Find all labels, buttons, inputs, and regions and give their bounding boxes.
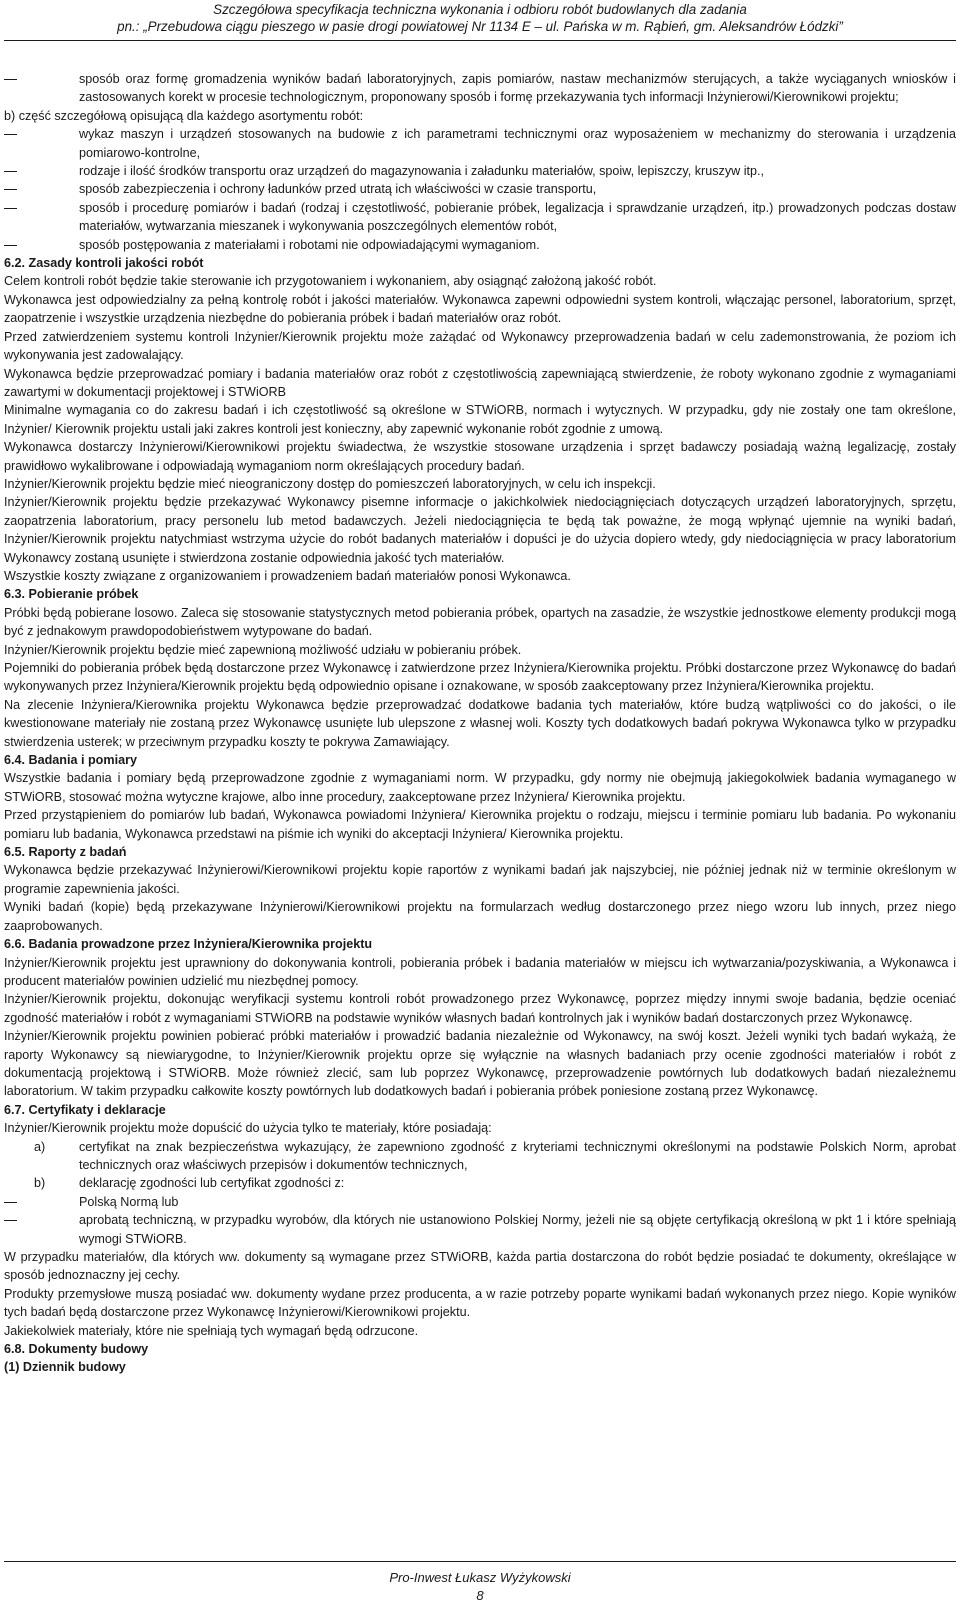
list-item-text: Polską Normą lub [79, 1194, 179, 1209]
list-item-text: deklarację zgodności lub certyfikat zgodności z: [79, 1176, 345, 1191]
page-header [0, 0, 960, 35]
paragraph: Celem kontroli robót będzie takie sterowanie ich przygotowaniem i wykonaniem, aby osiągnąć założoną jakość robót. [4, 274, 657, 289]
dash-list-item [4, 125, 956, 162]
paragraph: Produkty przemysłowe muszą posiadać ww. dokumenty wydane przez producenta, a w razie potrzeby poparte wynikami badań wykonanych przez niego. Kopie wyników tych badań będą dostarczone przez Wykonawcę Inżynierowi/Kierownikowi projektu. [4, 1286, 956, 1320]
header-title-line2: pn.: „Przebudowa ciągu pieszego w pasie drogi powiatowej Nr 1134 E – ul. Pańska w m. Rąbień, gm. Aleksandrów Łódzki” [117, 19, 843, 34]
list-marker: a) [34, 1139, 46, 1154]
list-item-text: sposób postępowania z materiałami i robotami nie odpowiadającymi wymaganiom. [79, 237, 540, 252]
dash-list-item [4, 1193, 956, 1211]
paragraph: Wszystkie koszty związane z organizowaniem i prowadzeniem badań materiałów ponosi Wykonawca. [4, 568, 571, 583]
section-heading: 6.2. Zasady kontroli jakości robót [4, 256, 204, 271]
paragraph: Wyniki badań (kopie) będą przekazywane Inżynierowi/Kierownikowi projektu na formularzach według dostarczonego przez niego wzoru lub innych, przez niego zaaprobowanych. [4, 900, 956, 933]
list-item-text: certyfikat na znak bezpieczeństwa wykazujący, że zapewniono zgodność z kryteriami technicznymi określonymi na podstawie Polskich Norm, aprobat technicznych oraz właściwych przepisów i dokumentów technicznych, [79, 1139, 956, 1172]
paragraph: Inżynier/Kierownik projektu będzie mieć nieograniczony dostęp do pomieszczeń laboratoryjnych, w celu ich inspekcji. [4, 476, 656, 491]
list-item-text: rodzaje i ilość środków transportu oraz urządzeń do magazynowania i załadunku materiałów, spoiw, lepiszczy, kruszyw itp., [79, 164, 765, 179]
page-footer [0, 1569, 960, 1605]
header-divider [4, 40, 956, 41]
paragraph: Wykonawca dostarczy Inżynierowi/Kierownikowi projektu świadectwa, że wszystkie stosowane urządzenia i sprzęt badawczy posiadają ważną legalizację, zostały prawidłowo wykalibrowane i odpowiadają wymaganiom norm określających procedury badań. [4, 440, 956, 473]
paragraph: Przed zatwierdzeniem systemu kontroli Inżynier/Kierownik projektu może zażądać od Wykonawcy przeprowadzenia badań w celu zademonstrowania, że poziom ich wykonywania jest zadowalający. [4, 329, 956, 363]
list-item-text: sposób oraz formę gromadzenia wyników badań laboratoryjnych, zapis pomiarów, nastaw mechanizmów sterujących, a także wyciąganych wniosków i zastosowanych korekt w procesie technologicznym, proponowany sposób i formę przekazywania tych informacji Inżynierowi/Kierownikowi projektu; [79, 72, 956, 105]
paragraph: Przed przystąpieniem do pomiarów lub badań, Wykonawca powiadomi Inżyniera/ Kierownika projektu o rodzaju, miejscu i terminie pomiaru lub badania. Po wykonaniu pomiaru lub badania, Wykonawca przedstawi na piśmie ich wyniki do akceptacji Inżyniera/ Kierownika projektu. [4, 808, 956, 841]
document-body [4, 70, 956, 1377]
paragraph: Inżynier/Kierownik projektu będzie przekazywać Wykonawcy pisemne informacje o jakichkolwiek niedociągnięciach dotyczących urządzeń laboratoryjnych, sprzętu, zaopatrzenia laboratorium, pracy personelu lub metod badawczych. Jeżeli niedociągnięcia te będą tak poważne, że mogą wpłynąć ujemnie na wyniki badań, Inżynier/Kierownik projektu natychmiast wstrzyma użycie do robót badanych materiałów i dopuści je do użycia dopiero wtedy, gdy niedociągnięcia w pracy laboratorium Wykonawcy zostaną usunięte i stwierdzona zostanie odpowiednia jakość tych materiałów. [4, 495, 956, 565]
paragraph: Inżynier/Kierownik projektu może dopuścić do użycia tylko te materiały, które posiadają: [4, 1121, 492, 1136]
lettered-list-item [4, 1138, 956, 1175]
paragraph: Pojemniki do pobierania próbek będą dostarczone przez Wykonawcę i zatwierdzone przez Inżyniera/Kierownika projektu. Próbki dostarczone przez Wykonawcę do badań wykonywanych przez Inżyniera/Kierownik projektu będą odpowiednio opisane i oznakowane, w sposób zaakceptowany przez Inżyniera/Kierownika projektu. [4, 661, 956, 694]
paragraph: Wykonawca jest odpowiedzialny za pełną kontrolę robót i jakości materiałów. Wykonawca zapewni odpowiedni system kontroli, włączając personel, laboratorium, sprzęt, zaopatrzenie i wszystkie urządzenia niezbędne do pobierania próbek i badań materiałów oraz robót. [4, 292, 956, 326]
paragraph: Wszystkie badania i pomiary będą przeprowadzone zgodnie z wymaganiami norm. W przypadku, gdy normy nie obejmują jakiegokolwiek badania wymaganego w STWiORB, stosować można wytyczne krajowe, albo inne procedury, zaakceptowane przez Inżyniera/ Kierownika projektu. [4, 771, 956, 804]
paragraph: Na zlecenie Inżyniera/Kierownika projektu Wykonawca będzie przeprowadzać dodatkowe badania tych materiałów, które budzą wątpliwości co do jakości, o ile kwestionowane materiały nie zostaną przez Wykonawcę usunięte lub ulepszone z własnej woli. Koszty tych dodatkowych badań pokrywa Wykonawca tylko w przypadku stwierdzenia usterek; w przeciwnym przypadku koszty te pokrywa Zamawiający. [4, 697, 956, 749]
dash-list-item [4, 1211, 956, 1248]
dash-list-item [4, 199, 956, 236]
paragraph: b) część szczegółową opisującą dla każdego asortymentu robót: [4, 108, 364, 123]
paragraph: Inżynier/Kierownik projektu, dokonując weryfikacji systemu kontroli robót prowadzonego przez Wykonawcę, poprzez między innymi swoje badania, będzie oceniać zgodność materiałów i robót z wymaganiami STWiORB na podstawie wyników własnych badań kontrolnych jak i wyników badań dostarczonych przez Wykonawcę. [4, 992, 956, 1025]
paragraph: Jakiekolwiek materiały, które nie spełniają tych wymagań będą odrzucone. [4, 1323, 419, 1338]
section-heading: 6.4. Badania i pomiary [4, 753, 137, 768]
dash-list-item [4, 70, 956, 107]
list-marker: b) [34, 1176, 46, 1191]
header-title-line1: Szczegółowa specyfikacja techniczna wykonania i odbioru robót budowlanych dla zadania [213, 2, 747, 17]
section-heading: 6.3. Pobieranie próbek [4, 587, 139, 602]
dash-list-item [4, 236, 956, 254]
paragraph: Wykonawca będzie przekazywać Inżynierowi/Kierownikowi projektu kopie raportów z wynikami badań jak najszybciej, nie później jednak niż w terminie określonym w programie zapewnienia jakości. [4, 863, 956, 896]
list-item-text: sposób zabezpieczenia i ochrony ładunków przed utratą ich właściwości w czasie transportu, [79, 182, 597, 197]
section-heading: 6.6. Badania prowadzone przez Inżyniera/Kierownika projektu [4, 937, 373, 952]
paragraph: Inżynier/Kierownik projektu jest uprawniony do dokonywania kontroli, pobierania próbek i badania materiałów w miejscu ich wytwarzania/pozyskiwania, a Wykonawca i producent materiałów powinien udzielić mu niezbędnej pomocy. [4, 955, 956, 988]
paragraph: Minimalne wymagania co do zakresu badań i ich częstotliwość są określone w STWiORB, normach i wytycznych. W przypadku, gdy nie zostały one tam określone, Inżynier/ Kierownik projektu ustali jaki zakres kontroli jest konieczny, aby zapewnić wykonanie robót zgodnie z umową. [4, 403, 956, 436]
dash-list-item [4, 162, 956, 180]
paragraph: Inżynier/Kierownik projektu będzie mieć zapewnioną możliwość udziału w pobieraniu próbek. [4, 642, 522, 657]
section-heading: (1) Dziennik budowy [4, 1360, 126, 1375]
paragraph: Próbki będą pobierane losowo. Zaleca się stosowanie statystycznych metod pobierania próbek, opartych na zasadzie, że wszystkie jednostkowe elementy produkcji mogą być z jednakowym prawdopodobieństwem wytypowane do badań. [4, 605, 956, 639]
paragraph: Inżynier/Kierownik projektu powinien pobierać próbki materiałów i prowadzić badania niezależnie od Wykonawcy, na swój koszt. Jeżeli wyniki tych badań wykażą, że raporty Wykonawcy są niewiarygodne, to Inżynier/Kierownik projektu oprze się wyłącznie na własnych badaniach przy ocenie zgodności materiałów i robót z dokumentacją projektową i STWiORB. Może również zlecić, sam lub poprzez Wykonawcę, przeprowadzenie powtórnych lub dodatkowych badań niezależnemu laboratorium. W takim przypadku całkowite koszty powtórnych lub dodatkowych badań i pobierania próbek poniesione zostaną przez Wykonawcę. [4, 1029, 956, 1099]
dash-list-item [4, 180, 956, 198]
footer-divider [4, 1561, 956, 1562]
footer-author: Pro-Inwest Łukasz Wyżykowski [389, 1570, 571, 1585]
section-heading: 6.5. Raporty z badań [4, 845, 127, 860]
paragraph: W przypadku materiałów, dla których ww. dokumenty są wymagane przez STWiORB, każda partia dostarczona do robót będzie posiadać te dokumenty, określające w sposób jednoznaczny jej cechy. [4, 1250, 956, 1283]
paragraph: Wykonawca będzie przeprowadzać pomiary i badania materiałów oraz robót z częstotliwością zapewniającą stwierdzenie, że roboty wykonano zgodnie z wymaganiami zawartymi w dokumentacji projektowej i STWiORB [4, 366, 956, 399]
page-number: 8 [476, 1588, 484, 1603]
section-heading: 6.7. Certyfikaty i deklaracje [4, 1102, 166, 1117]
lettered-list-item [4, 1174, 956, 1192]
list-item-text: wykaz maszyn i urządzeń stosowanych na budowie z ich parametrami technicznymi oraz wyposażeniem w mechanizmy do sterowania i urządzenia pomiarowo-kontrolne, [79, 127, 956, 160]
section-heading: 6.8. Dokumenty budowy [4, 1342, 149, 1357]
list-item-text: aprobatą techniczną, w przypadku wyrobów, dla których nie ustanowiono Polskiej Normy, jeżeli nie są objęte certyfikacją określoną w pkt 1 i które spełniają wymogi STWiORB. [79, 1213, 956, 1246]
list-item-text: sposób i procedurę pomiarów i badań (rodzaj i częstotliwość, pobieranie próbek, legalizacja i sprawdzanie urządzeń, itp.) prowadzonych podczas dostaw materiałów, wytwarzania mieszanek i wykonywania poszczególnych elementów robót, [79, 200, 956, 234]
